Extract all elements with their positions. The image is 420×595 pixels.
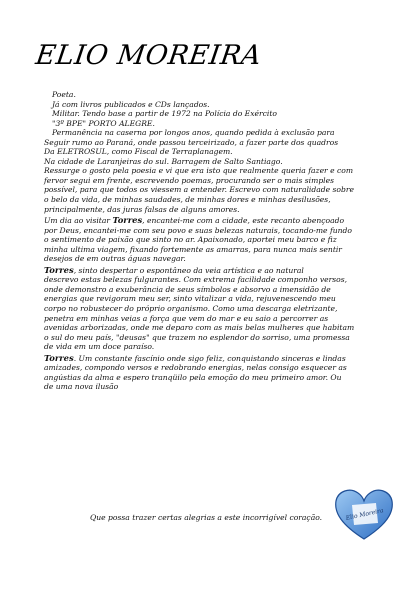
visit-paragraph [44, 216, 394, 264]
bio-line: Permanência na caserna por longos anos, quando pedida à exclusão para [52, 128, 335, 138]
biography-text [44, 90, 394, 392]
page-title: ELIO MOREIRA [33, 40, 264, 71]
torres-line: corpo no robustecer do próprio organismo. Como uma descarga eletrizante, [44, 304, 338, 314]
torres-line: penetra em minhas veias a força que vem do mar e eu saio a percorrer as [44, 313, 329, 323]
torres-paragraph [44, 266, 394, 352]
heart-signature: Elio Moreira [345, 507, 385, 522]
intro-line: Militar. Tendo base a partir de 1972 na Polícia do Exército [52, 109, 277, 119]
bio-line: Na cidade de Laranjeiras do sul. Barragem de Salto Santiago. [44, 156, 283, 166]
visit-line-end: , encantei-me com a cidade, este recanto abençoado [142, 216, 345, 226]
closing-line-end: . Um constante fascínio onde sigo feliz, conquistando sinceras e lindas [73, 353, 346, 363]
closing-line: angústias da alma e espero tranqüilo pela emoção do meu primeiro amor. Ou [44, 372, 342, 382]
closing-line [44, 354, 394, 364]
bio-line: Ressurge o gosto pela poesia e vi que era isto que realmente queria fazer e com [44, 166, 354, 176]
visit-line-start: Um dia ao visitar [44, 216, 113, 226]
bio-line: Da ELETROSUL, como Fiscal de Terraplanagem. [44, 147, 233, 157]
torres-line: energias que revigoram meu ser, sinto vitalizar a vida, rejuvenescendo meu [44, 294, 336, 304]
closing-paragraph [44, 354, 394, 392]
bio-paragraph [44, 128, 394, 214]
torres-line: avenidas arborizadas, onde me deparo com as mais belas mulheres que habitam [44, 323, 355, 333]
visit-line: desejos de em outras águas navegar. [44, 254, 186, 264]
torres-line [44, 266, 394, 276]
visit-line: minha ultima viagem, fixando fortemente as amarras, para nunca mais sentir [44, 244, 342, 254]
torres-name: Torres [44, 264, 74, 275]
heart-icon [332, 483, 396, 543]
visit-line: por Deus, encantei-me com seu povo e suas belezas naturais, tocando-me fundo [44, 225, 352, 235]
torres-line: onde demonstro a exuberância de seus símbolos e absorvo a imensidão de [44, 284, 331, 294]
torres-line-end: , sinto despertar o espontâneo da veia artística e ao natural [73, 265, 304, 275]
torres-name: Torres [44, 352, 74, 363]
visit-line [44, 216, 394, 226]
torres-line: descrevo estas belezas fulgurantes. Com extrema facilidade componho versos, [44, 275, 348, 285]
bio-line: possível, para que todos os viessem a entender. Escrevo com naturalidade sobre [44, 185, 354, 195]
bio-line: o belo da vida, de minhas saudades, de minhas dores e minhas desilusões, [44, 195, 331, 205]
bio-line: principalmente, das juras falsas de alguns amores. [44, 204, 240, 214]
closing-line: amizades, compondo versos e redobrando energias, nelas consigo esquecer as [44, 363, 347, 373]
visit-line: o sentimento de paixão que sinto no ar. Apaixonado, aportei meu barco e fiz [44, 235, 337, 245]
closing-quote: Que possa trazer certas alegrias a este incorrigível coração. [90, 513, 323, 522]
torres-name: Torres [112, 215, 143, 226]
torres-line: o sul do meu país, "deusas" que trazem no esplendor do sorriso, uma promessa [44, 332, 350, 342]
intro-line: Já com livros publicados e CDs lançados. [52, 99, 210, 109]
torres-line: de vida em um doce paraíso. [44, 342, 155, 352]
bio-line: Seguir rumo ao Paraná, onde passou terceirizado, a fazer parte dos quadros [44, 137, 339, 147]
intro-line: "3º BPE" PORTO ALEGRE. [52, 118, 155, 128]
intro-line: Poeta. [52, 90, 76, 99]
closing-line: de uma nova ilusão [44, 382, 119, 392]
bio-line: fervor segui em frente, escrevendo poemas, procurando ser o mais simples [44, 175, 334, 185]
intro-block [44, 90, 394, 128]
